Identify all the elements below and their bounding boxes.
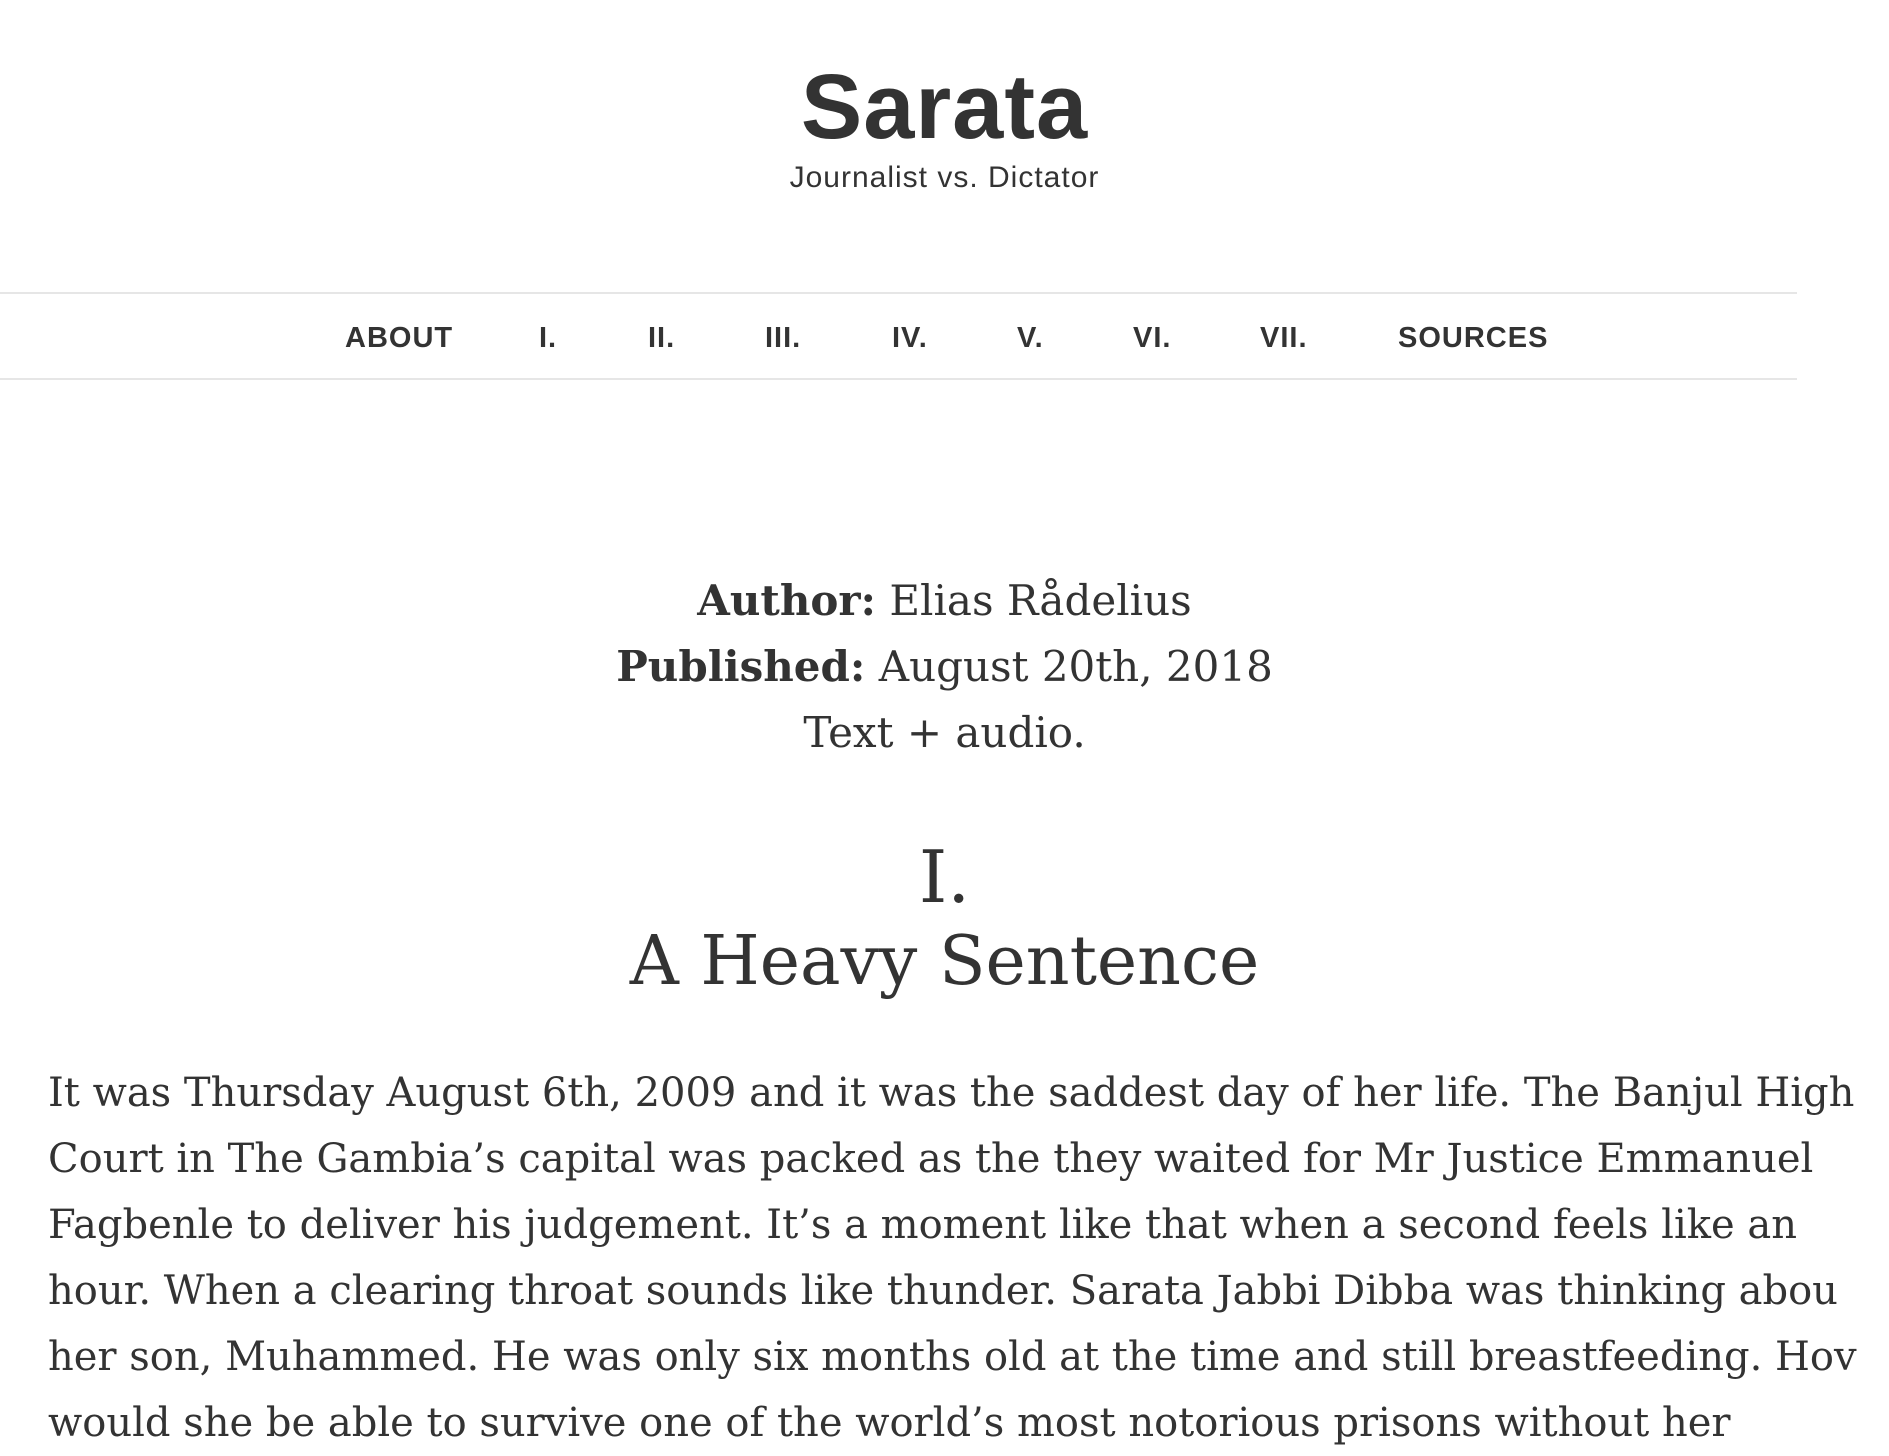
main-nav [0,292,1797,380]
nav-item-chapter-7[interactable]: VII. [1260,322,1308,354]
published-date: August 20th, 2018 [878,642,1273,691]
nav-item-chapter-6[interactable]: VI. [1133,322,1172,354]
body-line: her son, Muhammed. He was only six months old at the time and still breastfeeding. Hov [48,1334,1857,1380]
article-body [48,1060,1857,1446]
nav-item-chapter-2[interactable]: II. [648,322,676,354]
nav-item-chapter-3[interactable]: III. [765,322,802,354]
nav-item-chapter-5[interactable]: V. [1017,322,1044,354]
body-line: Fagbenle to deliver his judgement. It’s a moment like that when a second feels like an [48,1202,1797,1248]
body-line: would she be able to survive one of the world’s most notorious prisons without her [48,1400,1731,1446]
article-meta [0,568,1889,766]
author-name: Elias Rådelius [889,576,1192,625]
published-line [0,634,1889,700]
nav-item-chapter-1[interactable]: I. [539,322,558,354]
site-header [0,0,1797,292]
chapter-number: I. [918,835,971,919]
chapter-title: A Heavy Sentence [629,922,1260,1001]
author-line [0,568,1889,634]
nav-item-chapter-4[interactable]: IV. [892,322,928,354]
body-line: It was Thursday August 6th, 2009 and it was the saddest day of her life. The Banjul High [48,1070,1855,1116]
body-line: hour. When a clearing throat sounds like thunder. Sarata Jabbi Dibba was thinking abou [48,1268,1838,1314]
site-tagline: Journalist vs. Dictator [789,161,1100,194]
nav-item-sources[interactable]: SOURCES [1398,322,1549,354]
format-note: Text + audio. [803,708,1086,757]
site-title[interactable]: Sarata [800,56,1089,158]
published-label: Published: [616,642,866,691]
author-label: Author: [697,576,877,625]
nav-item-about[interactable]: ABOUT [345,322,454,354]
body-line: Court in The Gambia’s capital was packed as the they waited for Mr Justice Emmanuel [48,1136,1814,1182]
